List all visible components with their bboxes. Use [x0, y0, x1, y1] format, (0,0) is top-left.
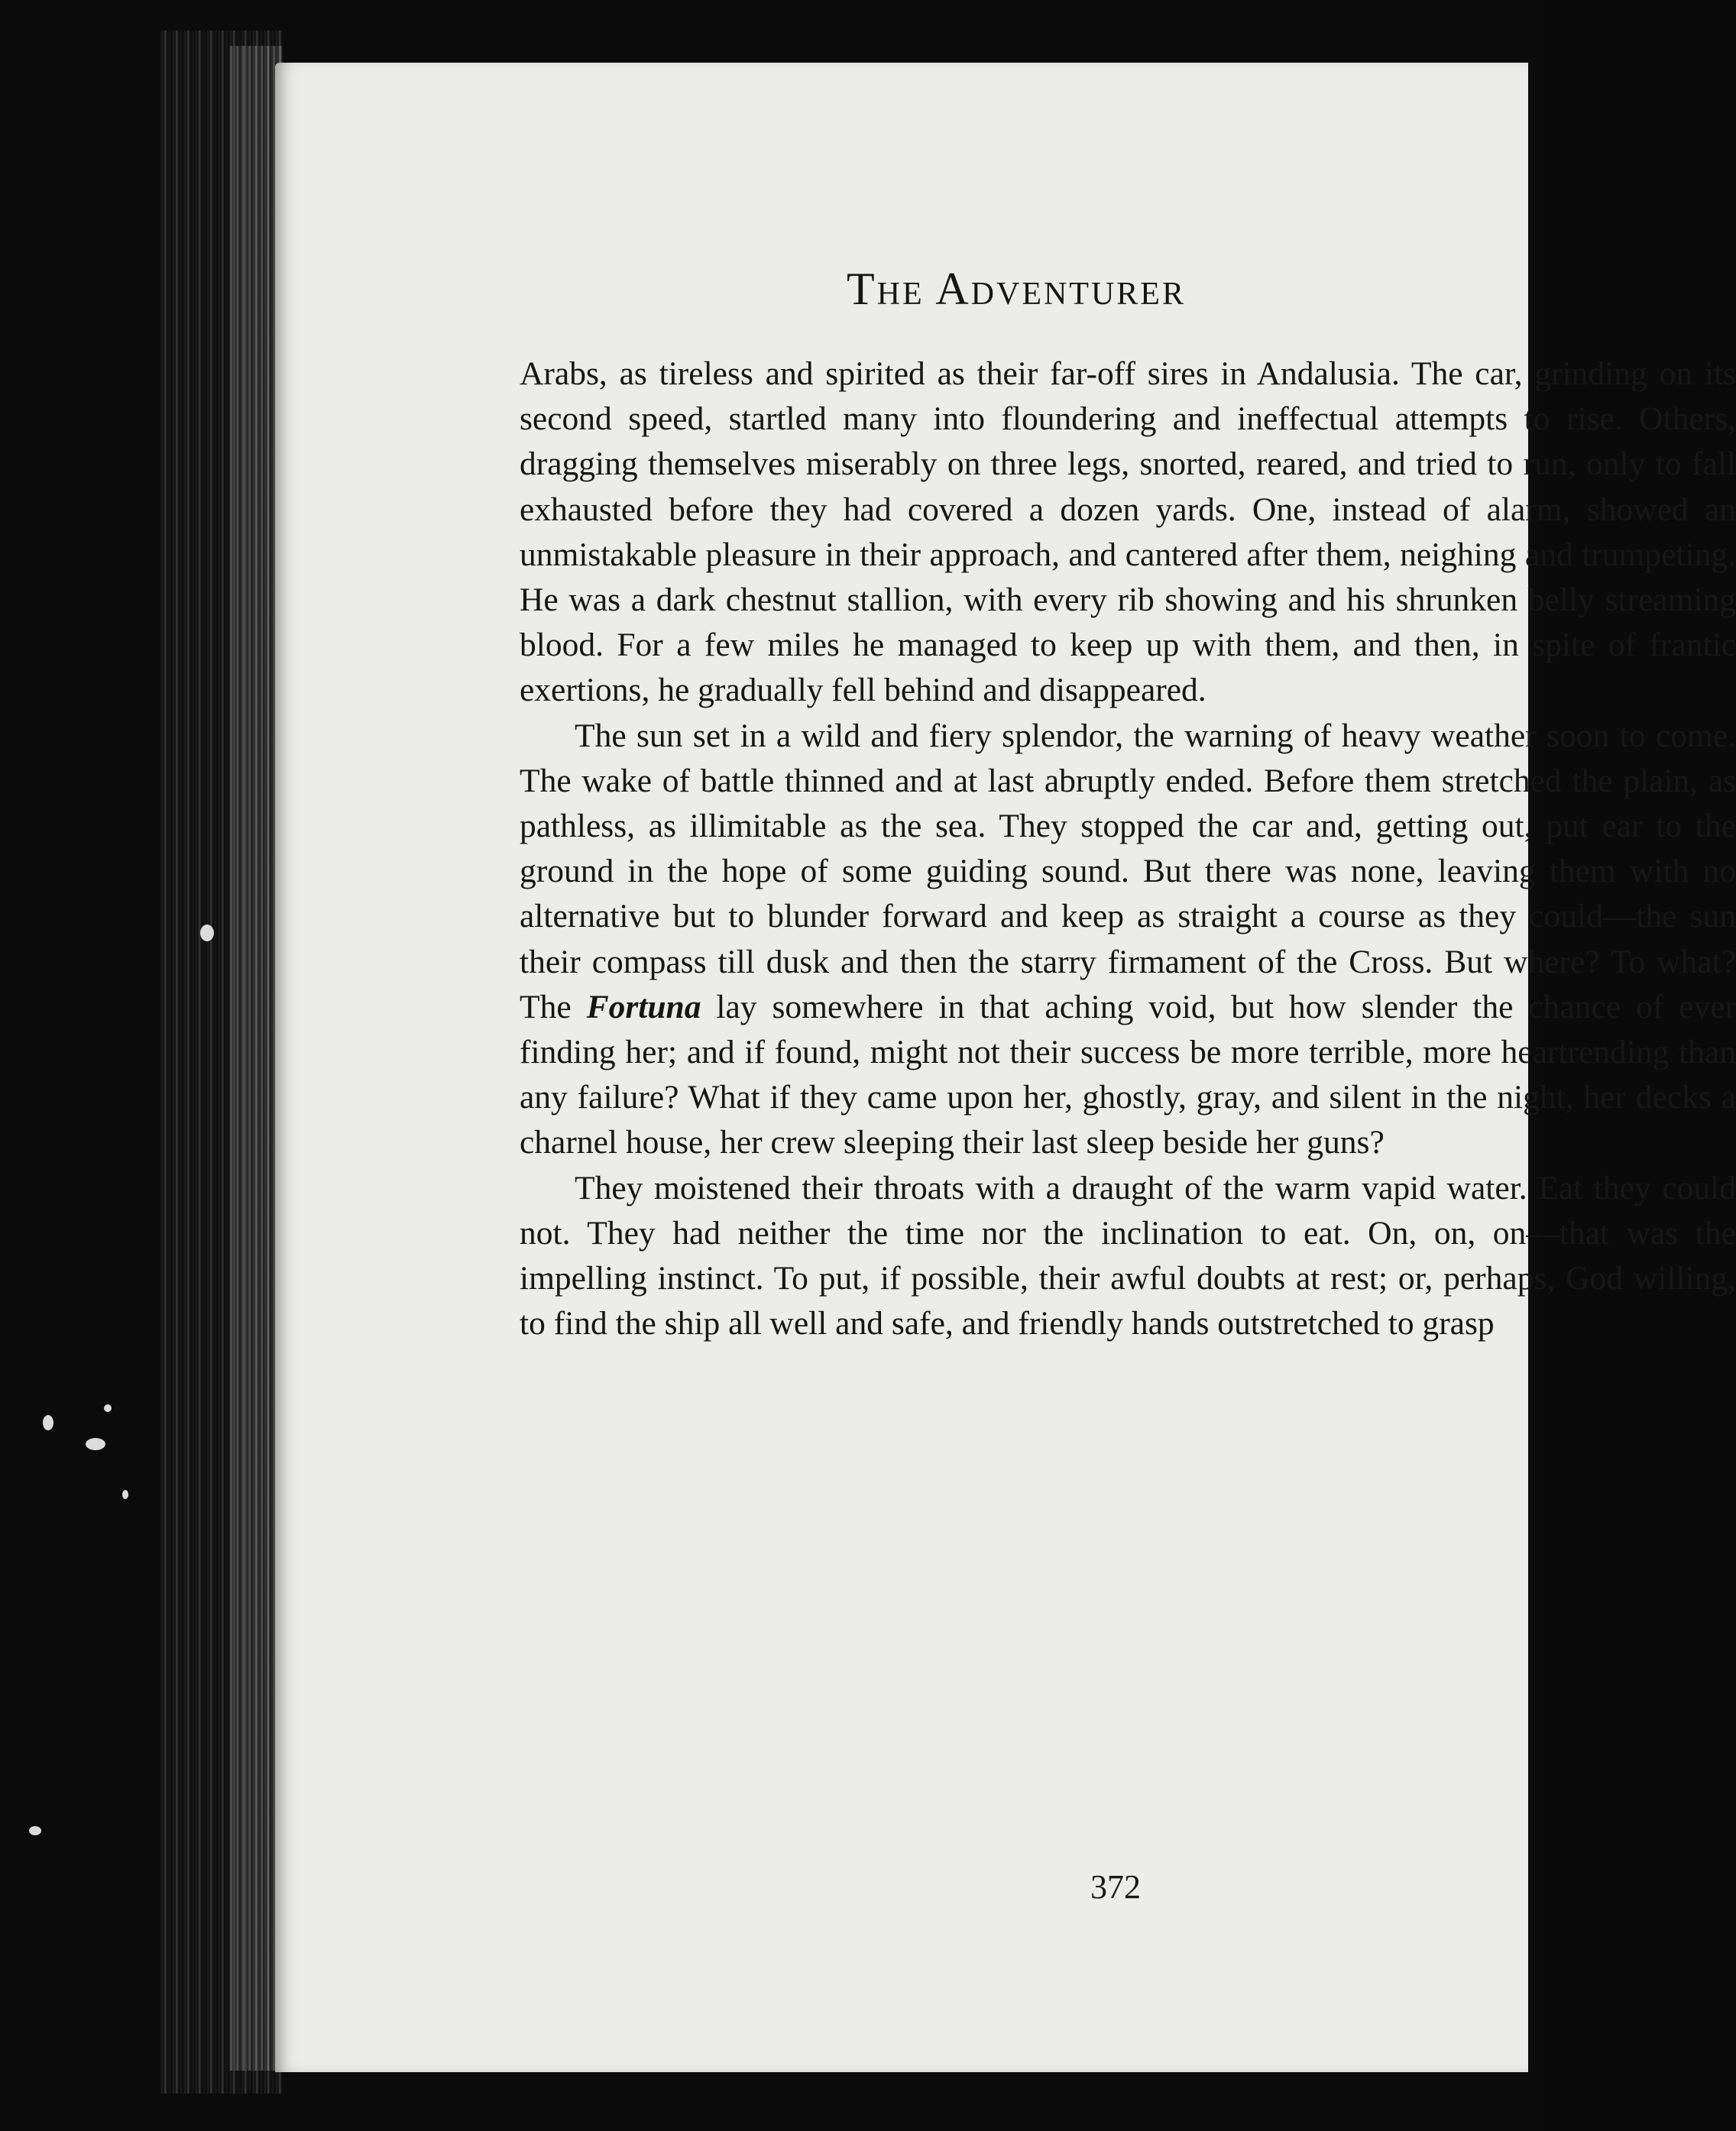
paragraph-3: They moistened their throats with a draught of the warm vapid water. Eat they could not. They had neither the time nor the inclination to eat. On, on, on—that was the impelling instinct. To put, if possible, their awful doubts at rest; or, perhaps, God willing, to find the ship all well and safe, and friendly hands outstretched to grasp — [520, 1169, 1736, 1342]
running-head — [275, 263, 1528, 316]
dust-speck — [104, 1404, 112, 1412]
page-number: 372 — [1090, 1868, 1141, 1906]
dust-speck — [29, 1826, 41, 1835]
dust-speck — [43, 1415, 53, 1430]
paragraph-1: Arabs, as tireless and spirited as their far-off sires in Andalusia. The car, grinding on its second speed, startled many into floundering and ineffectual attempts to rise. Others, dragging themselves miserably on three legs, snorted, reared, and tried to run, only to fall exhausted before they had covered a dozen yards. One, instead of alarm, showed an unmistakable pleasure in their approach, and cantered after them, neighing and trumpeting. He was a dark chestnut stallion, with every rib showing and his shrunken belly streaming blood. For a few miles he managed to keep up with them, and then, in spite of frantic exertions, he gradually fell behind and disappeared. — [520, 355, 1736, 709]
book-page — [275, 63, 1736, 2072]
paragraph-2-continuation: lay somewhere in that aching void, but how slender the chance of ever finding her; and if found, might not their success be more terrible, more heartrending than any failure? What if they came upon her, ghostly, gray, and silent in the night, her decks a charnel house, her crew sleeping their last sleep beside her guns? — [520, 988, 1736, 1161]
paragraph-2 — [520, 714, 1736, 1166]
body-text — [520, 351, 1736, 1346]
ship-name: Fortuna — [586, 988, 701, 1025]
dust-speck — [200, 925, 214, 941]
dust-speck — [122, 1490, 128, 1499]
paragraph-2-text: The sun set in a wild and fiery splendor, the warning of heavy weather soon to come. The wake of battle thinned and at last abruptly ended. Before them stretched the plain, as pathless, as illimitable as the sea. They stopped the car and, getting out, put ear to the ground in the hope of some guiding sound. But there was none, leaving them with no alternative but to blunder forward and keep as straight a course as they could—the sun their compass till dusk and then the starry firmament of the Cross. But where? To what? The — [520, 717, 1736, 1025]
dust-speck — [86, 1438, 105, 1450]
running-head-text: The Adventurer — [847, 264, 1186, 314]
